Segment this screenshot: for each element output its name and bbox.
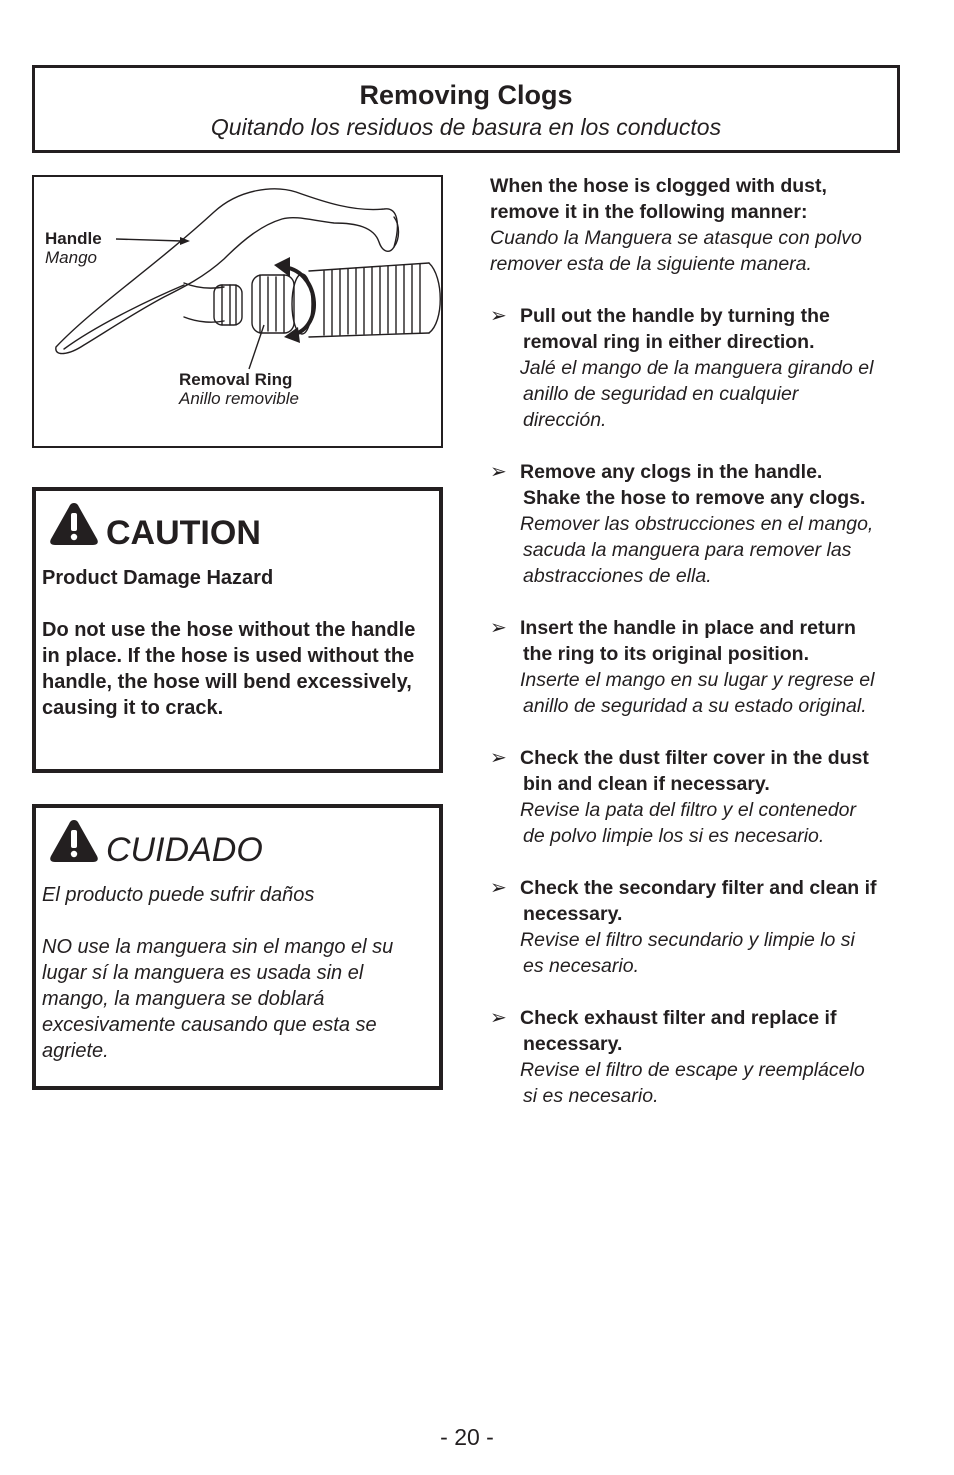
warning-triangle-icon — [48, 501, 100, 547]
list-item — [490, 745, 920, 849]
caution-hazard: Product Damage Hazard — [42, 567, 274, 589]
ring-callout — [179, 370, 299, 408]
list-item — [490, 615, 920, 719]
section-header — [32, 65, 900, 153]
step-text-en: the ring to its original position. — [523, 643, 809, 665]
bullet-arrow-icon: ➢ — [490, 617, 507, 639]
page-title: Removing Clogs — [359, 80, 573, 110]
step-text-es: Revise el filtro de escape y reemplácelo — [520, 1059, 865, 1081]
handle-label: Handle — [45, 229, 102, 248]
step-text-es: Revise la pata del filtro y el contenedor — [520, 799, 857, 821]
step-text-es: Remover las obstrucciones en el mango, — [520, 513, 874, 535]
page-number: - 20 - — [440, 1424, 494, 1450]
ring-label: Removal Ring — [179, 370, 293, 389]
caution-box — [32, 487, 443, 773]
hose-handle-figure — [32, 175, 443, 448]
step-text-en: Pull out the handle by turning the — [520, 305, 830, 327]
cuidado-word: CUIDADO — [106, 831, 263, 869]
step-text-en: Check the dust filter cover in the dust — [520, 747, 869, 769]
list-item — [490, 303, 920, 433]
step-text-en: Check the secondary filter and clean if — [520, 877, 877, 899]
step-text-es: anillo de seguridad en cualquier — [523, 383, 799, 405]
step-text-en: necessary. — [523, 903, 623, 925]
bullet-arrow-icon: ➢ — [490, 461, 507, 483]
intro-en: When the hose is clogged with dust, remove it in the following manner: — [490, 175, 827, 223]
step-text-es: Revise el filtro secundario y limpie lo si — [520, 929, 855, 951]
bullet-arrow-icon: ➢ — [490, 877, 507, 899]
list-item — [490, 459, 920, 589]
step-text-es: dirección. — [523, 409, 607, 431]
caution-word: CAUTION — [106, 514, 261, 552]
step-text-es: Jalé el mango de la manguera girando el — [520, 357, 874, 379]
bullet-arrow-icon: ➢ — [490, 305, 507, 327]
step-text-en: necessary. — [523, 1033, 623, 1055]
step-text-es: es necesario. — [523, 955, 639, 977]
cuidado-box — [32, 804, 443, 1090]
page-subtitle: Quitando los residuos de basura en los conductos — [210, 114, 722, 140]
step-text-en: bin and clean if necessary. — [523, 773, 770, 795]
cuidado-body — [42, 882, 431, 1090]
bullet-arrow-icon: ➢ — [490, 747, 507, 769]
step-text-en: Remove any clogs in the handle. — [520, 461, 823, 483]
list-item — [490, 875, 920, 979]
intro-es: Cuando la Manguera se atasque con polvo remover esta de la siguiente manera. — [490, 227, 862, 275]
warning-triangle-icon — [48, 818, 100, 864]
cuidado-hazard: El producto puede sufrir daños — [42, 884, 315, 906]
handle-label-es: Mango — [45, 248, 97, 267]
step-text-en: Check exhaust filter and replace if — [520, 1007, 837, 1029]
steps-list — [490, 303, 920, 1109]
list-item — [490, 1005, 920, 1109]
step-text-es: anillo de seguridad a su estado original. — [523, 695, 867, 717]
instructions — [490, 173, 920, 1109]
step-text-es: abstracciones de ella. — [523, 565, 712, 587]
ring-label-es: Anillo removible — [179, 389, 299, 408]
handle-callout — [45, 229, 102, 267]
caution-text: Do not use the hose without the handle in place. If the hose is used without the handle, the hose will bend excessively, causing it to crack. — [42, 619, 416, 719]
bullet-arrow-icon: ➢ — [490, 1007, 507, 1029]
step-text-es: sacuda la manguera para remover las — [523, 539, 852, 561]
step-text-en: Insert the handle in place and return — [520, 617, 856, 639]
cuidado-text: NO use la manguera sin el mango el su lugar sí la manguera es usada sin el mango, la manguera se doblará excesivamente causando que esta se agriete. — [42, 936, 394, 1062]
step-text-es: Inserte el mango en su lugar y regrese el — [520, 669, 875, 691]
step-text-en: removal ring in either direction. — [523, 331, 815, 353]
step-text-es: de polvo limpie los si es necesario. — [523, 825, 825, 847]
step-text-en: Shake the hose to remove any clogs. — [523, 487, 866, 509]
step-text-es: si es necesario. — [523, 1085, 659, 1107]
caution-body — [42, 565, 431, 747]
